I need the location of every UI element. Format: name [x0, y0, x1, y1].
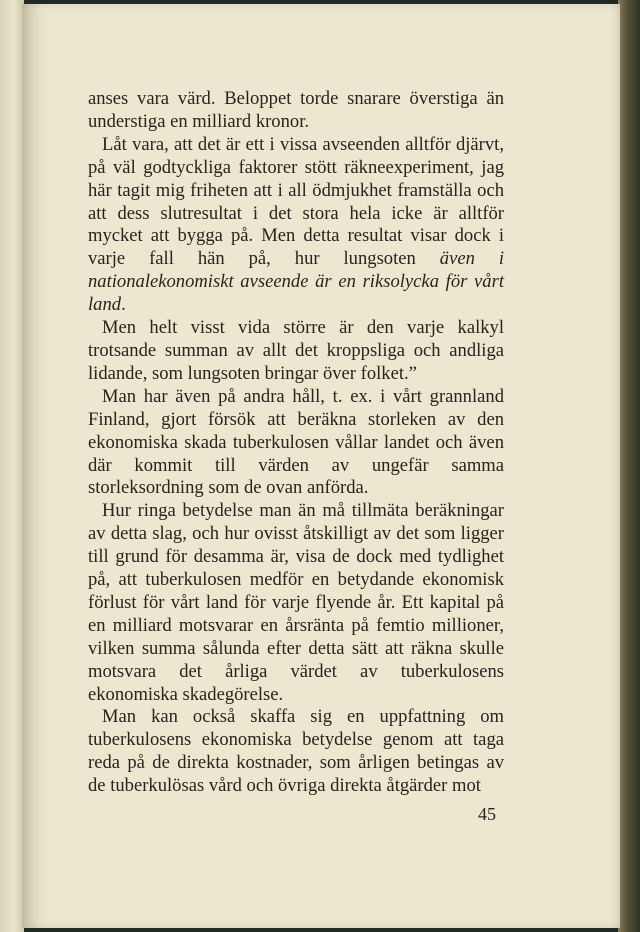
paragraph — [88, 134, 504, 317]
paragraph: anses vara värd. Beloppet torde snarare överstiga än understiga en milliard kronor. — [88, 88, 504, 132]
paragraph-text: . — [121, 294, 126, 316]
page-number: 45 — [478, 804, 496, 824]
body-text — [88, 88, 504, 798]
book-edge — [618, 0, 640, 932]
paragraph: Man har även på andra håll, t. ex. i vårt grannland Finland, gjort försök att beräkna storleken av den ekonomiska skada tuberkulosen vållar landet och även där kommit till värden av ungefär samma storleksordning som de ovan anförda. — [88, 385, 504, 499]
paragraph-text: Låt vara, att det är ett i vissa avseenden alltför djärvt, på väl godtyckliga faktorer stött räkneexperiment, jag här tagit mig friheten att i all ödmjukhet framställa och att dess slutresultat i det stora hela icke är alltför mycket att bygga på. Men detta resultat visar dock i varje fall hän på, hur lungsoten — [88, 133, 504, 270]
book-binding — [0, 0, 24, 932]
italic-emphasis: även i nationalekonomiskt avseende är en riksolycka för vårt land — [88, 248, 504, 316]
paragraph: Hur ringa betydelse man än må tillmäta beräkningar av detta slag, och hur ovisst åtskilligt av det som ligger till grund för desamma är, visa de dock med tydlighet på, att tuberkulosen medför en betydande ekonomisk förlust för vårt land för varje flyende år. Ett kapital på en milliard motsvarar en årsränta på femtio millioner, vilken summa sålunda efter detta sätt att räkna skulle motsvara det årliga värdet av tuberkulosens ekonomiska skadegörelse. — [88, 500, 504, 705]
paragraph: Men helt visst vida större är den varje kalkyl trotsande summan av allt det kroppsliga och andliga lidande, som lungsoten bringar över folket.” — [88, 317, 504, 384]
paragraph: Man kan också skaffa sig en uppfattning om tuberkulosens ekonomiska betydelse genom att taga reda på de direkta kostnader, som årligen betingas av de tuberkulösas vård och övriga direkta åtgärder mot — [88, 706, 504, 797]
